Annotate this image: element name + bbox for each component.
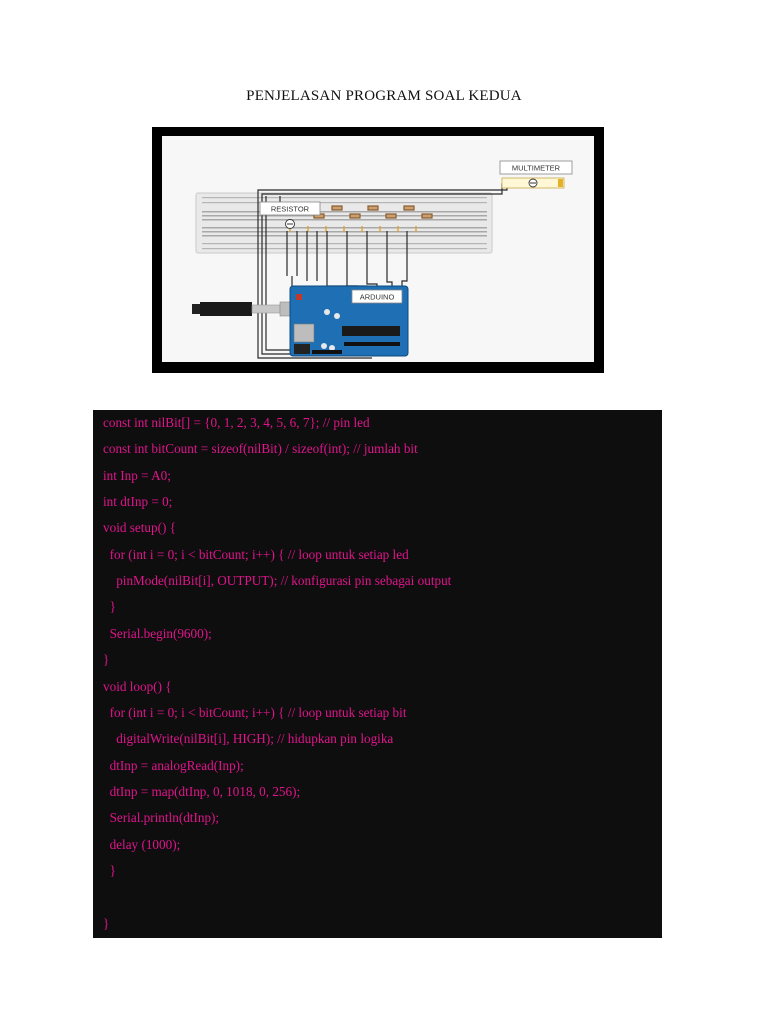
code-block bbox=[93, 410, 662, 938]
code-line: } bbox=[103, 599, 116, 615]
code-line: for (int i = 0; i < bitCount; i++) { // loop untuk setiap led bbox=[103, 546, 409, 562]
code-line: delay (1000); bbox=[103, 836, 181, 852]
circuit-figure bbox=[152, 127, 604, 373]
code-line: void setup() { bbox=[103, 520, 176, 536]
code-line: const int bitCount = sizeof(nilBit) / sizeof(int); // jumlah bit bbox=[103, 441, 418, 457]
breadboard bbox=[196, 193, 492, 253]
circuit-canvas bbox=[162, 136, 594, 362]
code-line: void loop() { bbox=[103, 678, 172, 694]
multimeter-label: MULTIMETER bbox=[511, 163, 561, 173]
arduino-board bbox=[290, 286, 408, 356]
code-line: pinMode(nilBit[i], OUTPUT); // konfigurasi pin sebagai output bbox=[103, 573, 452, 589]
code-line: } bbox=[103, 652, 110, 668]
code-line: dtInp = analogRead(Inp); bbox=[103, 757, 244, 773]
code-line: } bbox=[103, 915, 110, 931]
code-line: Serial.begin(9600); bbox=[103, 625, 212, 641]
code-line: Serial.println(dtInp); bbox=[103, 810, 220, 826]
arduino-label: ARDUINO bbox=[359, 292, 395, 302]
usb-cable bbox=[192, 302, 294, 316]
code-line: dtInp = map(dtInp, 0, 1018, 0, 256); bbox=[103, 783, 301, 799]
code-line: digitalWrite(nilBit[i], HIGH); // hidupkan pin logika bbox=[103, 731, 394, 747]
resistor-label: RESISTOR bbox=[270, 204, 310, 214]
circuit-diagram bbox=[162, 136, 594, 362]
code-line: } bbox=[103, 862, 116, 878]
page-title: PENJELASAN PROGRAM SOAL KEDUA bbox=[246, 88, 522, 104]
code-line: const int nilBit[] = {0, 1, 2, 3, 4, 5, 6, 7}; // pin led bbox=[103, 415, 370, 430]
code-line: for (int i = 0; i < bitCount; i++) { // loop untuk setiap bit bbox=[103, 704, 407, 720]
code-line: int Inp = A0; bbox=[103, 467, 171, 483]
multimeter bbox=[500, 161, 572, 188]
code-line: int dtInp = 0; bbox=[103, 494, 173, 510]
